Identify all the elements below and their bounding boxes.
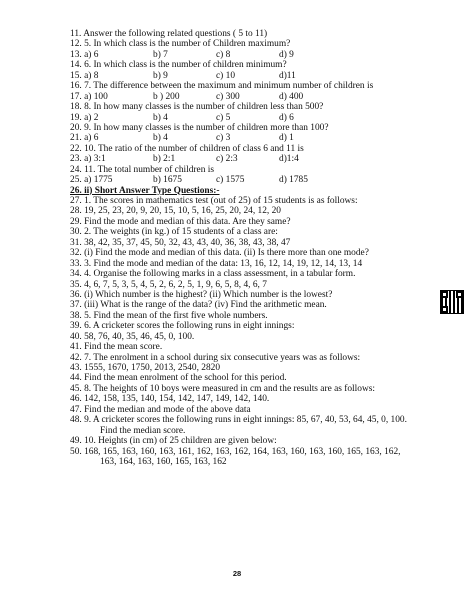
line-text: 37. (iii) What is the range of the data? (iv) Find the arithmetic mean.	[70, 300, 327, 311]
line-text: 38. 5. Find the mean of the first five whole numbers.	[70, 310, 268, 321]
line-text: 15. a) 8	[70, 70, 99, 81]
document-line	[70, 92, 450, 102]
line-text: 40. 58, 76, 40, 35, 46, 45, 0, 100.	[70, 331, 195, 342]
answer-option: d)1:4	[279, 154, 299, 165]
document-line	[70, 227, 450, 237]
line-text: 22. 10. The ratio of the number of children of class 6 and 11 is	[70, 143, 304, 154]
answer-option: b) 1675	[153, 175, 182, 186]
document-line	[70, 60, 450, 70]
line-text: 28. 19, 25, 23, 20, 9, 20, 15, 10, 5, 16, 25, 20, 24, 12, 20	[70, 206, 281, 217]
line-text: 30. 2. The weights (in kg.) of 15 students of a class are:	[70, 227, 278, 238]
document-line	[70, 238, 450, 248]
line-text: 32. (i) Find the mode and median of this data. (ii) Is there more than one mode?	[70, 248, 369, 259]
answer-option: c) 300	[216, 91, 240, 102]
document-line	[70, 290, 450, 300]
document-line	[70, 384, 450, 394]
answer-option: d) 6	[279, 112, 294, 123]
line-text: 16. 7. The difference between the maximum and minimum number of children is	[70, 81, 374, 92]
document-line	[70, 206, 450, 216]
answer-option: b ) 200	[153, 91, 180, 102]
line-text: 14. 6. In which class is the number of children minimum?	[70, 60, 287, 71]
document-line	[70, 447, 450, 457]
document-line	[70, 71, 450, 81]
line-text: 39. 6. A cricketer scores the following runs in eight innings:	[70, 321, 295, 332]
answer-option: b) 4	[153, 133, 168, 144]
line-text: 29. Find the mode and median of this data. Are they same?	[70, 216, 291, 227]
document-line	[70, 102, 450, 112]
document-line	[70, 165, 450, 175]
document-line	[70, 113, 450, 123]
answer-option: d) 1	[279, 133, 294, 144]
document-line	[70, 196, 450, 206]
line-text: 18. 8. In how many classes is the number of children less than 500?	[70, 102, 324, 113]
line-text: 34. 4. Organise the following marks in a class assessment, in a tabular form.	[70, 269, 356, 280]
document-line	[70, 332, 450, 342]
document-line	[70, 144, 450, 154]
answer-option: b) 7	[153, 49, 168, 60]
answer-option: d) 1785	[279, 175, 308, 186]
line-text: 41. Find the mean score.	[70, 342, 163, 353]
answer-option: b) 2:1	[153, 154, 176, 165]
line-text: 27. 1. The scores in mathematics test (out of 25) of 15 students is as follows:	[70, 196, 358, 206]
line-text: 35. 4, 6, 7, 5, 3, 5, 4, 5, 2, 6, 2, 5, 1, 9, 6, 5, 8, 4, 6, 7	[70, 279, 267, 290]
line-text: 47. Find the median and mode of the above data	[70, 404, 251, 415]
line-text: 26. ii) Short Answer Type Questions:-	[70, 185, 220, 196]
line-text: 31. 38, 42, 35, 37, 45, 50, 32, 43, 43, 40, 36, 38, 43, 38, 47	[70, 237, 291, 248]
line-text: Find the median score.	[100, 425, 186, 436]
line-text: 12. 5. In which class is the number of Children maximum?	[70, 39, 291, 50]
line-text: 33. 3. Find the mode and median of the data: 13, 16, 12, 14, 19, 12, 14, 13, 14	[70, 258, 363, 269]
document-line	[70, 123, 450, 133]
answer-option: c) 2:3	[216, 154, 238, 165]
document-line	[70, 342, 450, 352]
document-line	[70, 311, 450, 321]
document-line	[70, 321, 450, 331]
line-text: 46. 142, 158, 135, 140, 154, 142, 147, 149, 142, 140.	[70, 394, 270, 405]
document-line	[70, 363, 450, 373]
document-line	[70, 405, 450, 415]
line-text: 45. 8. The heights of 10 boys were measured in cm and the results are as follows:	[70, 383, 375, 394]
document-line	[70, 81, 450, 91]
answer-option: c) 5	[216, 112, 231, 123]
document-line	[70, 154, 450, 164]
document-line	[70, 415, 450, 425]
document-line	[70, 50, 450, 60]
answer-option: c) 10	[216, 70, 236, 81]
answer-option: d) 400	[279, 91, 304, 102]
line-text: 44. Find the mean enrolment of the school for this period.	[70, 373, 287, 384]
answer-option: c) 1575	[216, 175, 245, 186]
document-body	[70, 29, 450, 467]
document-line	[70, 248, 450, 258]
document-line	[70, 457, 450, 467]
line-text: 25. a) 1775	[70, 175, 113, 186]
document-line	[70, 259, 450, 269]
line-text: 43. 1555, 1670, 1750, 2013, 2540, 2820	[70, 363, 220, 373]
line-text: 20. 9. In how many classes is the number of children more than 100?	[70, 122, 329, 133]
document-line	[70, 280, 450, 290]
document-line	[70, 217, 450, 227]
line-text: 50. 168, 165, 163, 160, 163, 161, 162, 163, 162, 164, 163, 160, 163, 160, 165, 163, 162,	[70, 446, 401, 457]
document-line	[70, 394, 450, 404]
line-text: 17. a) 100	[70, 91, 108, 102]
document-line	[70, 133, 450, 143]
answer-option: b) 9	[153, 70, 168, 81]
line-text: 13. a) 6	[70, 49, 99, 60]
line-text: 21. a) 6	[70, 133, 99, 144]
document-line	[70, 436, 450, 446]
line-text: 42. 7. The enrolment in a school during six consecutive years was as follows:	[70, 352, 361, 363]
document-line	[70, 175, 450, 185]
answer-option: b) 4	[153, 112, 168, 123]
document-line	[70, 39, 450, 49]
qr-code-icon	[441, 291, 463, 313]
document-line	[70, 373, 450, 383]
document-line	[70, 353, 450, 363]
answer-option: c) 3	[216, 133, 231, 144]
document-line	[70, 300, 450, 310]
line-text: 19. a) 2	[70, 112, 99, 123]
line-text: 49. 10. Heights (in cm) of 25 children are given below:	[70, 436, 277, 447]
answer-option: d) 9	[279, 49, 294, 60]
answer-option: c) 8	[216, 49, 231, 60]
answer-option: d)11	[279, 70, 296, 81]
line-text: 23. a) 3:1	[70, 154, 106, 165]
line-text: 11. Answer the following related questions ( 5 to 11)	[70, 29, 268, 39]
line-text: 24. 11. The total number of children is	[70, 164, 214, 175]
document-line	[70, 426, 450, 436]
line-text: 163, 164, 163, 160, 165, 163, 162	[100, 456, 227, 467]
line-text: 36. (i) Which number is the highest? (ii) Which number is the lowest?	[70, 289, 333, 300]
document-line	[70, 29, 450, 39]
document-line	[70, 186, 450, 196]
line-text: 48. 9. A cricketer scores the following runs in eight innings: 85, 67, 40, 53, 64, 45, 0, 100.	[70, 415, 407, 426]
document-line	[70, 269, 450, 279]
page-number: 28	[232, 569, 242, 578]
